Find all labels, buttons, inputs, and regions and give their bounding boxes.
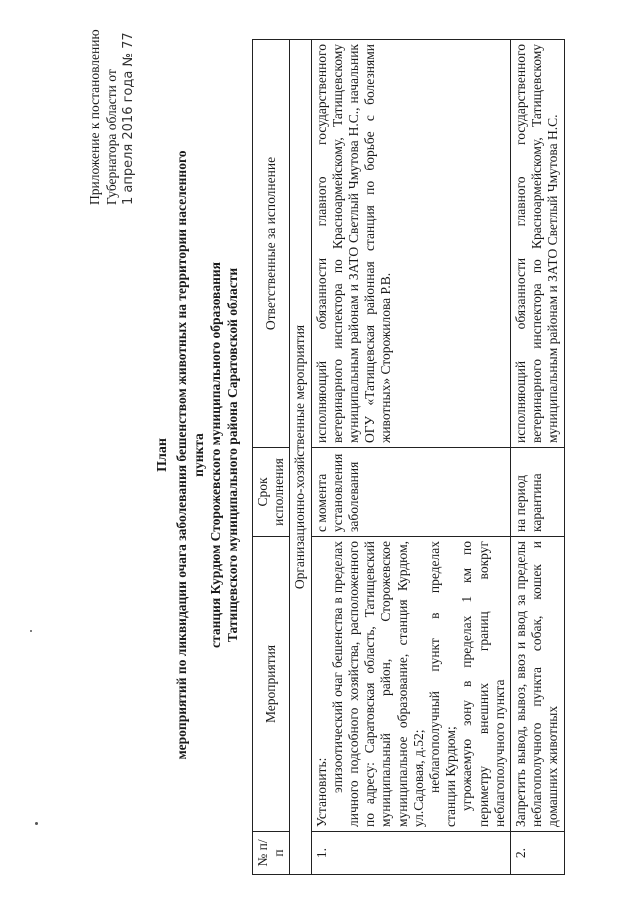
header-term: Срок исполнения xyxy=(253,448,290,537)
table-header-row xyxy=(253,40,290,875)
appendix-note xyxy=(86,5,137,205)
measure-line: Запретить вывод, вывоз, ввоз и ввод за пределы неблагополучного пункта собак, кошек и домашних животных xyxy=(513,541,561,827)
title-line-2: станция Курдюм Сторожевского муниципального образования xyxy=(208,262,223,648)
header-responsible: Ответственные за исполнение xyxy=(253,40,290,448)
row-measures xyxy=(511,537,565,832)
row-term: с момента установления заболевания xyxy=(311,448,510,537)
measure-line: неблагополучный пункт в пределах станции Курдюм; xyxy=(427,541,459,827)
row-num: 2. xyxy=(511,832,565,875)
measure-line: эпизоотический очаг бешенства в пределах личного подсобного хозяйства, расположенного по адресу: Саратовская область, Татищевский муниципальный район, Сторожевское муниципальное образование, станция Курдюм, ул.Садовая, д.52; xyxy=(329,541,426,827)
table-row xyxy=(311,40,510,875)
plan-table xyxy=(252,39,565,875)
measure-line: угрожаемую зону в пределах 1 км по периметру внешних границ вокруг неблагополучного пункта xyxy=(459,541,507,827)
row-num: 1. xyxy=(311,832,510,875)
measure-line: Установить: xyxy=(313,757,329,827)
row-responsible: исполняющий обязанности главного государственного ветеринарного инспектора по Красноармейскому, Татищевскому муниципальным районам и ЗАТО Светлый Чмутова Н.С., начальник ОГУ «Татищевская районная станция по борьбе с болезнями животных» Сторожилова Р.В. xyxy=(311,40,510,448)
title-line-3: Татищевского муниципального района Саратовской области xyxy=(225,267,240,643)
appendix-line-3: 1 апреля 2016 года № 77 xyxy=(121,32,136,205)
section-title: Организационно-хозяйственные мероприятия xyxy=(290,40,311,875)
section-row xyxy=(290,40,311,875)
header-num: № п/п xyxy=(253,832,290,875)
document-title xyxy=(154,135,241,775)
row-term: на период карантина xyxy=(511,448,565,537)
appendix-line-1: Приложение к постановлению xyxy=(87,29,102,205)
title-line-1: мероприятий по ликвидации очага заболевания бешенством животных на территории населенного пункта xyxy=(174,150,206,760)
appendix-line-2: Губернатора области от xyxy=(104,69,119,205)
row-responsible: исполняющий обязанности главного государственного ветеринарного инспектора по Красноармейскому, Татищевскому муниципальным районам и ЗАТО Светлый Чмутова Н.С. xyxy=(511,40,565,448)
row-measures xyxy=(311,537,510,832)
header-measures: Мероприятия xyxy=(253,537,290,832)
table-row xyxy=(511,40,565,875)
title-heading: План xyxy=(155,438,170,472)
